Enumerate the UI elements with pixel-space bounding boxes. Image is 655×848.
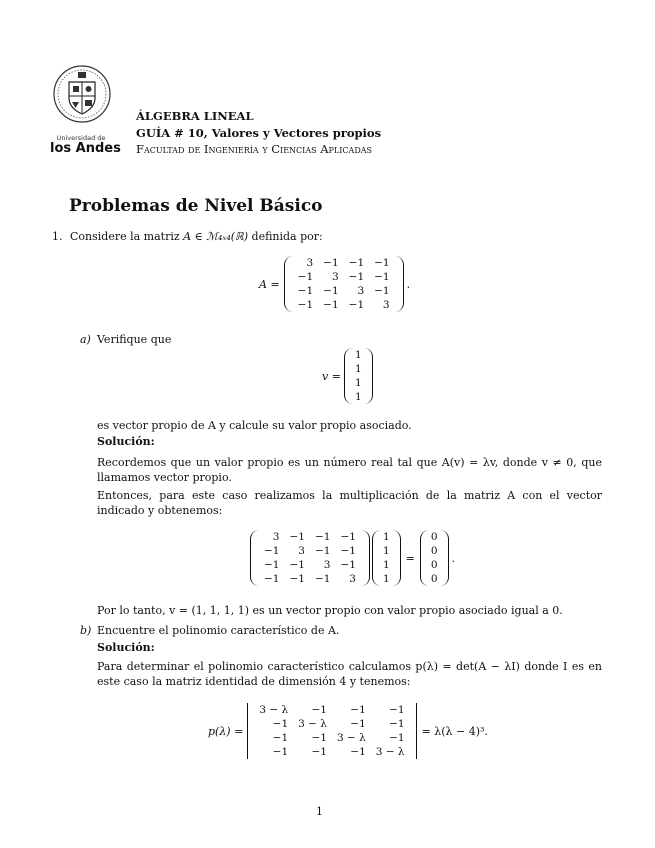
- p-lambda-label: p(λ) =: [208, 724, 244, 738]
- course-title: ÁLGEBRA LINEAL: [136, 109, 254, 123]
- matrix-cell: −1: [272, 718, 289, 730]
- matrix-cell: −1: [389, 704, 405, 716]
- matrix-cell: 1: [382, 559, 390, 571]
- matrix-cell: −1: [311, 732, 327, 744]
- matrix-cell: 1: [354, 363, 362, 375]
- matrix-cell: −1: [348, 271, 365, 283]
- part-b-text: Encuentre el polinomio característico de A.: [97, 624, 340, 637]
- matrix-cell: −1: [264, 559, 280, 571]
- part-b-label: b): [80, 624, 92, 637]
- matrix-cell: 0: [430, 545, 438, 557]
- matrix-cell: −1: [374, 257, 390, 269]
- matrix-cell: 1: [354, 391, 362, 403]
- matrix-cell: 3: [272, 531, 280, 543]
- part-a-para2: Entonces, para este caso realizamos la multiplicación de la matriz A con el vector indicado y obtenemos:: [97, 489, 602, 517]
- matrix-cell: −1: [323, 257, 339, 269]
- characteristic-polynomial-equation: [208, 703, 488, 759]
- vector-v: [344, 348, 373, 404]
- matrix-cell: 3: [298, 545, 305, 557]
- matrix-cell: 3: [331, 271, 339, 283]
- matrix-row: [259, 558, 361, 572]
- matrix-cell: 1: [382, 545, 390, 557]
- matrix-cell: −1: [289, 559, 305, 571]
- faculty-name: Facultad de Ingeniería y Ciencias Aplicadas: [136, 142, 372, 156]
- multiplication-equation: [250, 530, 455, 586]
- matrix-row: [259, 530, 361, 544]
- matrix-cell: −1: [289, 531, 305, 543]
- matrix-row: [254, 731, 409, 745]
- matrix-row: [254, 745, 409, 759]
- part-b-solution-label: Solución:: [97, 641, 155, 654]
- matrix-cell: −1: [374, 271, 390, 283]
- matrix-cell: 3: [306, 257, 314, 269]
- part-a-solution-label: Solución:: [97, 435, 155, 448]
- matrix-cell: −1: [348, 257, 365, 269]
- matrix-cell: 3 − λ: [375, 746, 405, 758]
- equals-sign: =: [405, 551, 415, 565]
- matrix-cell: 0: [430, 531, 438, 543]
- matrix-row: [293, 284, 395, 298]
- matrix-cell: −1: [340, 531, 356, 543]
- matrix-cell: −1: [297, 271, 314, 283]
- matrix-cell: 3: [349, 573, 356, 585]
- matrix-row: [293, 298, 395, 312]
- matrix-cell: −1: [323, 299, 339, 311]
- part-a-conclusion: Por lo tanto, v = (1, 1, 1, 1) es un vector propio con valor propio asociado igual a 0.: [97, 604, 563, 617]
- problem-number: 1.: [52, 230, 63, 243]
- problem-intro: [70, 230, 323, 243]
- determinant-matrix: [247, 703, 416, 759]
- matrix-cell: −1: [311, 746, 327, 758]
- matrix-cell: −1: [340, 559, 356, 571]
- matrix-cell: −1: [323, 285, 339, 297]
- matrix-cell: −1: [272, 746, 289, 758]
- part-a-after: es vector propio de A y calcule su valor propio asociado.: [97, 419, 412, 432]
- matrix-row: [254, 717, 409, 731]
- matrix-row: [259, 544, 361, 558]
- matrix-cell: −1: [314, 545, 331, 557]
- vector-v-label: v =: [322, 369, 341, 383]
- intro-math: A ∈ ℳ₄ₓ₄(ℝ): [183, 230, 249, 243]
- matrix-cell: −1: [348, 299, 365, 311]
- matrix-a-product: [250, 530, 370, 586]
- matrix-cell: −1: [289, 573, 305, 585]
- matrix-cell: −1: [350, 704, 366, 716]
- matrix-cell: 3 − λ: [298, 718, 327, 730]
- logo-line2: los Andes: [50, 141, 121, 156]
- product-period: .: [451, 551, 456, 565]
- matrix-cell: 1: [354, 377, 362, 389]
- matrix-cell: −1: [272, 732, 289, 744]
- guide-title: GUÍA # 10, Valores y Vectores propios: [136, 126, 382, 140]
- page-number: 1: [316, 805, 323, 818]
- matrix-cell: −1: [311, 704, 327, 716]
- matrix-cell: 3 − λ: [259, 704, 289, 716]
- matrix-cell: −1: [350, 746, 366, 758]
- matrix-row: [254, 703, 409, 717]
- matrix-cell: 3: [323, 559, 331, 571]
- determinant-result: = λ(λ − 4)³.: [421, 724, 488, 738]
- matrix-cell: −1: [389, 718, 405, 730]
- intro-suffix: definida por:: [248, 230, 323, 243]
- matrix-a: [284, 256, 404, 312]
- university-logo: [50, 62, 121, 156]
- matrix-cell: 3 − λ: [336, 732, 366, 744]
- matrix-cell: 3: [382, 299, 390, 311]
- matrix-cell: −1: [340, 545, 356, 557]
- matrix-a-period: .: [406, 277, 411, 291]
- matrix-cell: −1: [297, 285, 314, 297]
- matrix-cell: −1: [374, 285, 390, 297]
- matrix-a-label: A =: [259, 277, 280, 291]
- matrix-cell: 1: [382, 573, 390, 585]
- section-title: Problemas de Nivel Básico: [69, 196, 323, 216]
- logo-line1: Universidad de: [56, 134, 106, 142]
- matrix-cell: −1: [297, 299, 314, 311]
- university-seal-icon: [52, 62, 112, 132]
- vector-v-product: [372, 530, 401, 586]
- matrix-cell: −1: [389, 732, 405, 744]
- matrix-row: [293, 270, 395, 284]
- zero-vector: [420, 530, 449, 586]
- matrix-cell: −1: [264, 545, 280, 557]
- matrix-cell: −1: [314, 573, 331, 585]
- vector-v-equation: [322, 348, 373, 404]
- matrix-cell: −1: [314, 531, 331, 543]
- matrix-cell: −1: [264, 573, 280, 585]
- matrix-row: [293, 256, 395, 270]
- matrix-cell: 0: [430, 559, 438, 571]
- matrix-cell: 1: [354, 349, 362, 361]
- matrix-a-equation: [259, 256, 410, 312]
- part-a-para1: Recordemos que un valor propio es un número real tal que A(v) = λv, donde v ≠ 0, que llamamos vector propio.: [97, 456, 602, 484]
- part-a-label: a): [80, 333, 91, 346]
- matrix-cell: 3: [357, 285, 365, 297]
- matrix-cell: −1: [350, 718, 366, 730]
- intro-prefix: Considere la matriz: [70, 230, 184, 243]
- part-b-para1: Para determinar el polinomio característico calculamos p(λ) = det(A − λI) donde I es en este caso la matriz identidad de dimensión 4 y tenemos:: [97, 660, 602, 688]
- matrix-cell: 0: [430, 573, 438, 585]
- matrix-cell: 1: [382, 531, 390, 543]
- part-a-text: Verifique que: [97, 333, 172, 346]
- matrix-row: [259, 572, 361, 586]
